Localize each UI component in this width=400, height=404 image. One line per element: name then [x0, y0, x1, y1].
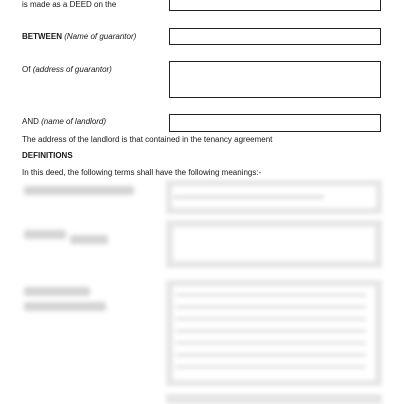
definitions-heading: DEFINITIONS: [22, 151, 73, 160]
guarantor-name-hint: (Name of guarantor): [64, 32, 137, 41]
blurred-definition-box: [166, 220, 382, 268]
deed-date-field[interactable]: [169, 0, 381, 11]
guarantor-address-field[interactable]: [169, 61, 381, 98]
guarantor-name-label: [22, 32, 136, 42]
landlord-name-field[interactable]: [169, 114, 381, 132]
blurred-term-label: [24, 287, 90, 296]
of-keyword: Of: [22, 65, 31, 74]
deed-date-label: is made as a DEED on the: [22, 0, 117, 9]
between-keyword: BETWEEN: [22, 32, 62, 41]
definitions-intro: In this deed, the following terms shall have the following meanings:-: [22, 168, 262, 177]
blurred-definition-box: [166, 394, 382, 404]
landlord-name-hint: (name of landlord): [41, 117, 107, 126]
blurred-term-label: [24, 230, 66, 239]
landlord-address-note: The address of the landlord is that contained in the tenancy agreement: [22, 135, 273, 144]
blurred-term-label: [70, 235, 108, 244]
landlord-name-label: [22, 117, 106, 127]
guarantor-name-field[interactable]: [169, 28, 381, 45]
and-keyword: AND: [22, 117, 39, 126]
blurred-term-label: [24, 302, 106, 311]
blurred-definition-box: [166, 180, 382, 214]
guarantor-address-label: [22, 65, 112, 75]
guarantor-address-hint: (address of guarantor): [32, 65, 112, 74]
blurred-term-label: [24, 186, 134, 195]
blurred-definition-box: [166, 280, 382, 386]
